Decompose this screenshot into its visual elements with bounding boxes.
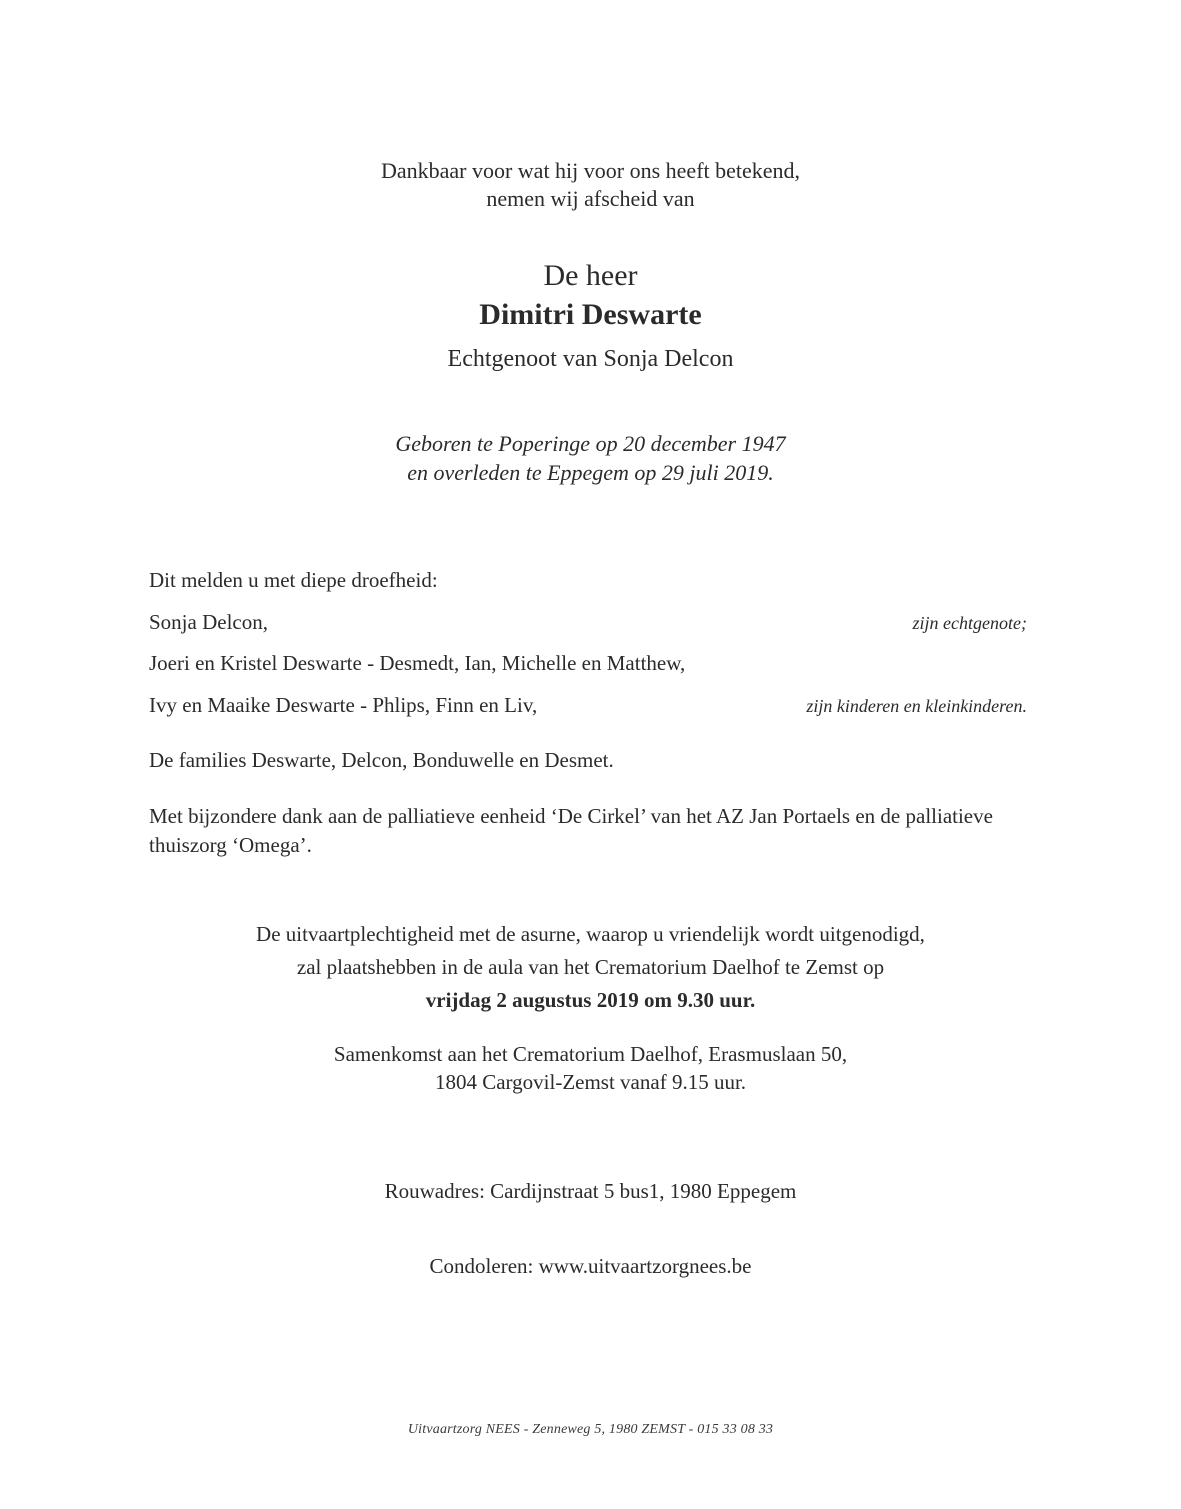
- family-row-names: Ivy en Maaike Deswarte - Phlips, Finn en Liv,: [149, 693, 538, 717]
- deceased-name: Dimitri Deswarte: [479, 298, 702, 331]
- footer: Uitvaartzorg NEES - Zenneweg 5, 1980 ZEMST - 015 33 08 33: [407, 1422, 774, 1437]
- announcement: Dit melden u met diepe droefheid:: [149, 568, 438, 592]
- life-dates: [0, 429, 1181, 487]
- intro-text: [0, 157, 1181, 213]
- gathering-line-1: Samenkomst aan het Crematorium Daelhof, Erasmuslaan 50,: [333, 1042, 848, 1066]
- condolences-line: Condoleren: www.uitvaartzorgnees.be: [429, 1254, 752, 1278]
- death-line: en overleden te Eppegem op 29 juli 2019.: [407, 460, 774, 485]
- ceremony-date: vrijdag 2 augustus 2019 om 9.30 uur.: [425, 988, 756, 1012]
- thanks-paragraph: Met bijzondere dank aan de palliatieve eenheid ‘De Cirkel’ van het AZ Jan Portaels en de palliatieve thuiszorg ‘Omega’.: [149, 804, 993, 857]
- families-line: De families Deswarte, Delcon, Bonduwelle en Desmet.: [149, 748, 614, 772]
- family-row-names: Joeri en Kristel Deswarte - Desmedt, Ian, Michelle en Matthew,: [149, 651, 686, 675]
- family-row-names: Sonja Delcon,: [149, 610, 268, 634]
- gathering-text: [0, 1040, 1181, 1096]
- family-row-role: zijn echtgenote;: [912, 613, 1027, 633]
- spouse-line: Echtgenoot van Sonja Delcon: [447, 346, 734, 372]
- gathering-line-2: 1804 Cargovil-Zemst vanaf 9.15 uur.: [434, 1070, 747, 1094]
- deceased-title: De heer: [543, 259, 638, 292]
- birth-line: Geboren te Poperinge op 20 december 1947: [395, 431, 786, 456]
- ceremony-line-2: zal plaatshebben in de aula van het Crematorium Daelhof te Zemst op: [296, 955, 885, 979]
- ceremony-line-1: De uitvaartplechtigheid met de asurne, waarop u vriendelijk wordt uitgenodigd,: [256, 922, 925, 946]
- mourning-address: Rouwadres: Cardijnstraat 5 bus1, 1980 Eppegem: [384, 1179, 797, 1203]
- intro-line-1: Dankbaar voor wat hij voor ons heeft betekend,: [380, 158, 801, 183]
- intro-line-2: nemen wij afscheid van: [486, 186, 695, 211]
- ceremony-text: [0, 918, 1181, 1017]
- family-row-role: zijn kinderen en kleinkinderen.: [806, 696, 1027, 716]
